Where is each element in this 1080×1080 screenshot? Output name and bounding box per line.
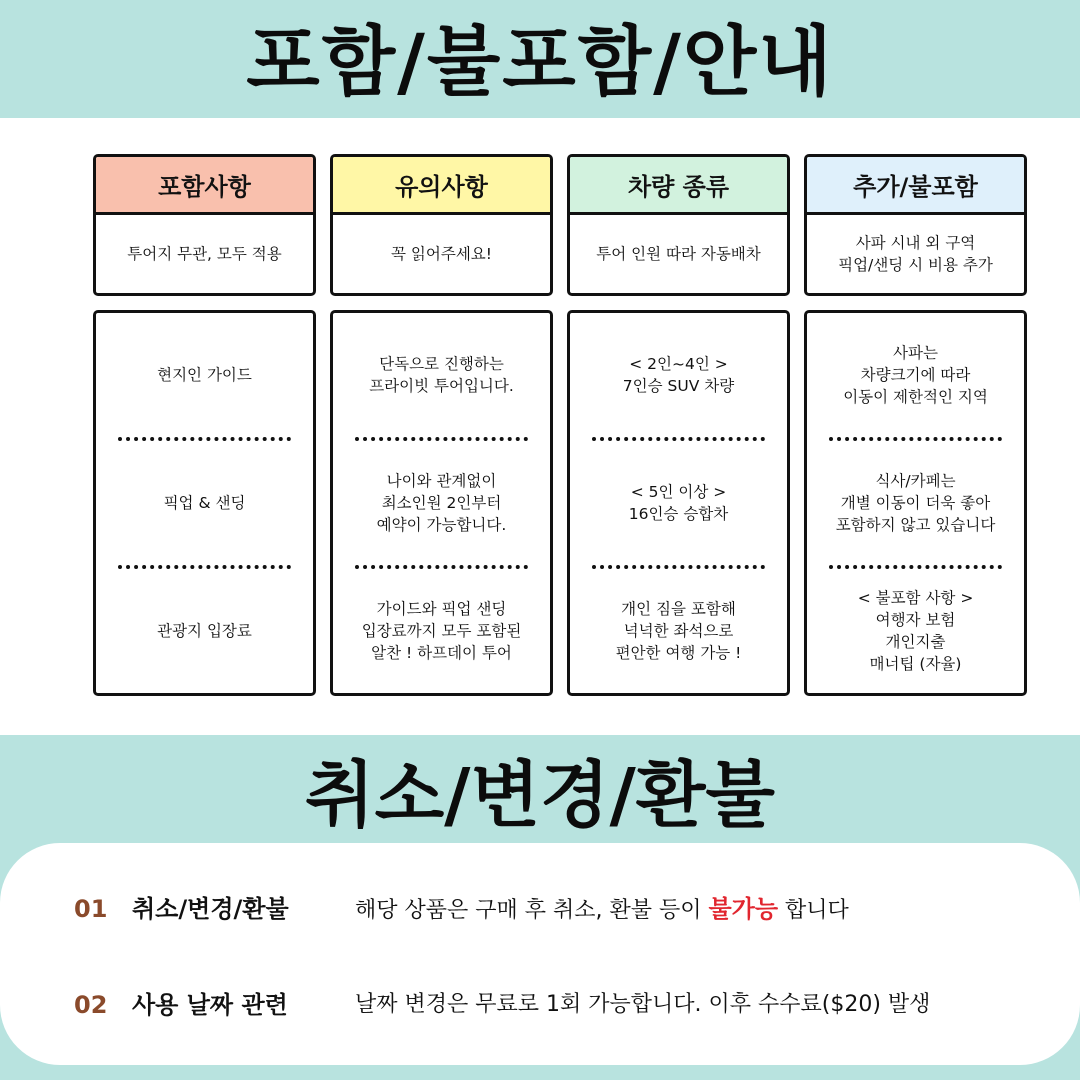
policy-title: 취소/변경/환불 [305,753,775,837]
list-item: 개인 짐을 포함해 넉넉한 좌석으로 편안한 여행 가능 ! [615,600,742,662]
row-description [355,887,849,933]
list-item: < 5인 이상 > 16인승 승합차 [628,483,729,523]
list-item: < 2인~4인 > 7인승 SUV 차량 [622,355,735,395]
policy-band [0,735,1080,1080]
page-title: 포함/불포함/안내 [246,17,834,106]
column-body-box [330,310,553,696]
row-desc-text: 해당 상품은 구매 후 취소, 환불 등이 [355,898,709,923]
column-body-box [804,310,1027,696]
row-label: 사용 날짜 관련 [132,991,288,1019]
column-subtitle: 사파 시내 외 구역 픽업/샌딩 시 비용 추가 [838,234,993,274]
list-item: 단독으로 진행하는 프라이빗 투어입니다. [369,355,514,395]
column-subtitle: 꼭 읽어주세요! [391,245,492,263]
column-header-box [330,154,553,296]
column-header-box [804,154,1027,296]
column-subtitle: 투어지 무관, 모두 적용 [127,245,282,263]
list-item: 사파는 차량크기에 따라 이동이 제한적인 지역 [843,344,988,406]
list-item: 식사/카페는 개별 이동이 더욱 좋아 포함하지 않고 있습니다 [835,472,996,534]
column-subtitle: 투어 인원 따라 자동배차 [596,245,761,263]
list-item: < 불포함 사항 > 여행자 보험 개인지출 매너팁 (자율) [857,589,974,673]
column-body-box [93,310,316,696]
list-item: 가이드와 픽업 샌딩 입장료까지 모두 포함된 알찬 ! 하프데이 투어 [361,600,522,662]
column-title: 차량 종류 [570,157,787,215]
column-title: 추가/불포함 [807,157,1024,215]
column-body-box [567,310,790,696]
header-band [0,0,1080,118]
column-title: 유의사항 [333,157,550,215]
row-number: 02 [74,991,108,1019]
list-item: 현지인 가이드 [157,366,252,384]
policy-row [0,983,1080,1027]
row-number: 01 [74,895,108,923]
column-header-box [93,154,316,296]
column-title: 포함사항 [96,157,313,215]
row-description [355,983,930,1027]
highlight-text: 불가능 [708,895,779,923]
column-header-box [567,154,790,296]
row-desc-text-after: 합니다 [778,898,849,923]
row-desc-text: 날짜 변경은 무료로 1회 가능합니다. 이후 수수료($20) 발생 [355,992,931,1017]
list-item: 나이와 관계없이 최소인원 2인부터 예약이 가능합니다. [376,472,507,534]
list-item: 픽업 & 샌딩 [163,494,246,512]
policy-row [0,887,1080,931]
list-item: 관광지 입장료 [157,622,252,640]
policy-panel [0,843,1080,1065]
row-label: 취소/변경/환불 [132,895,289,923]
